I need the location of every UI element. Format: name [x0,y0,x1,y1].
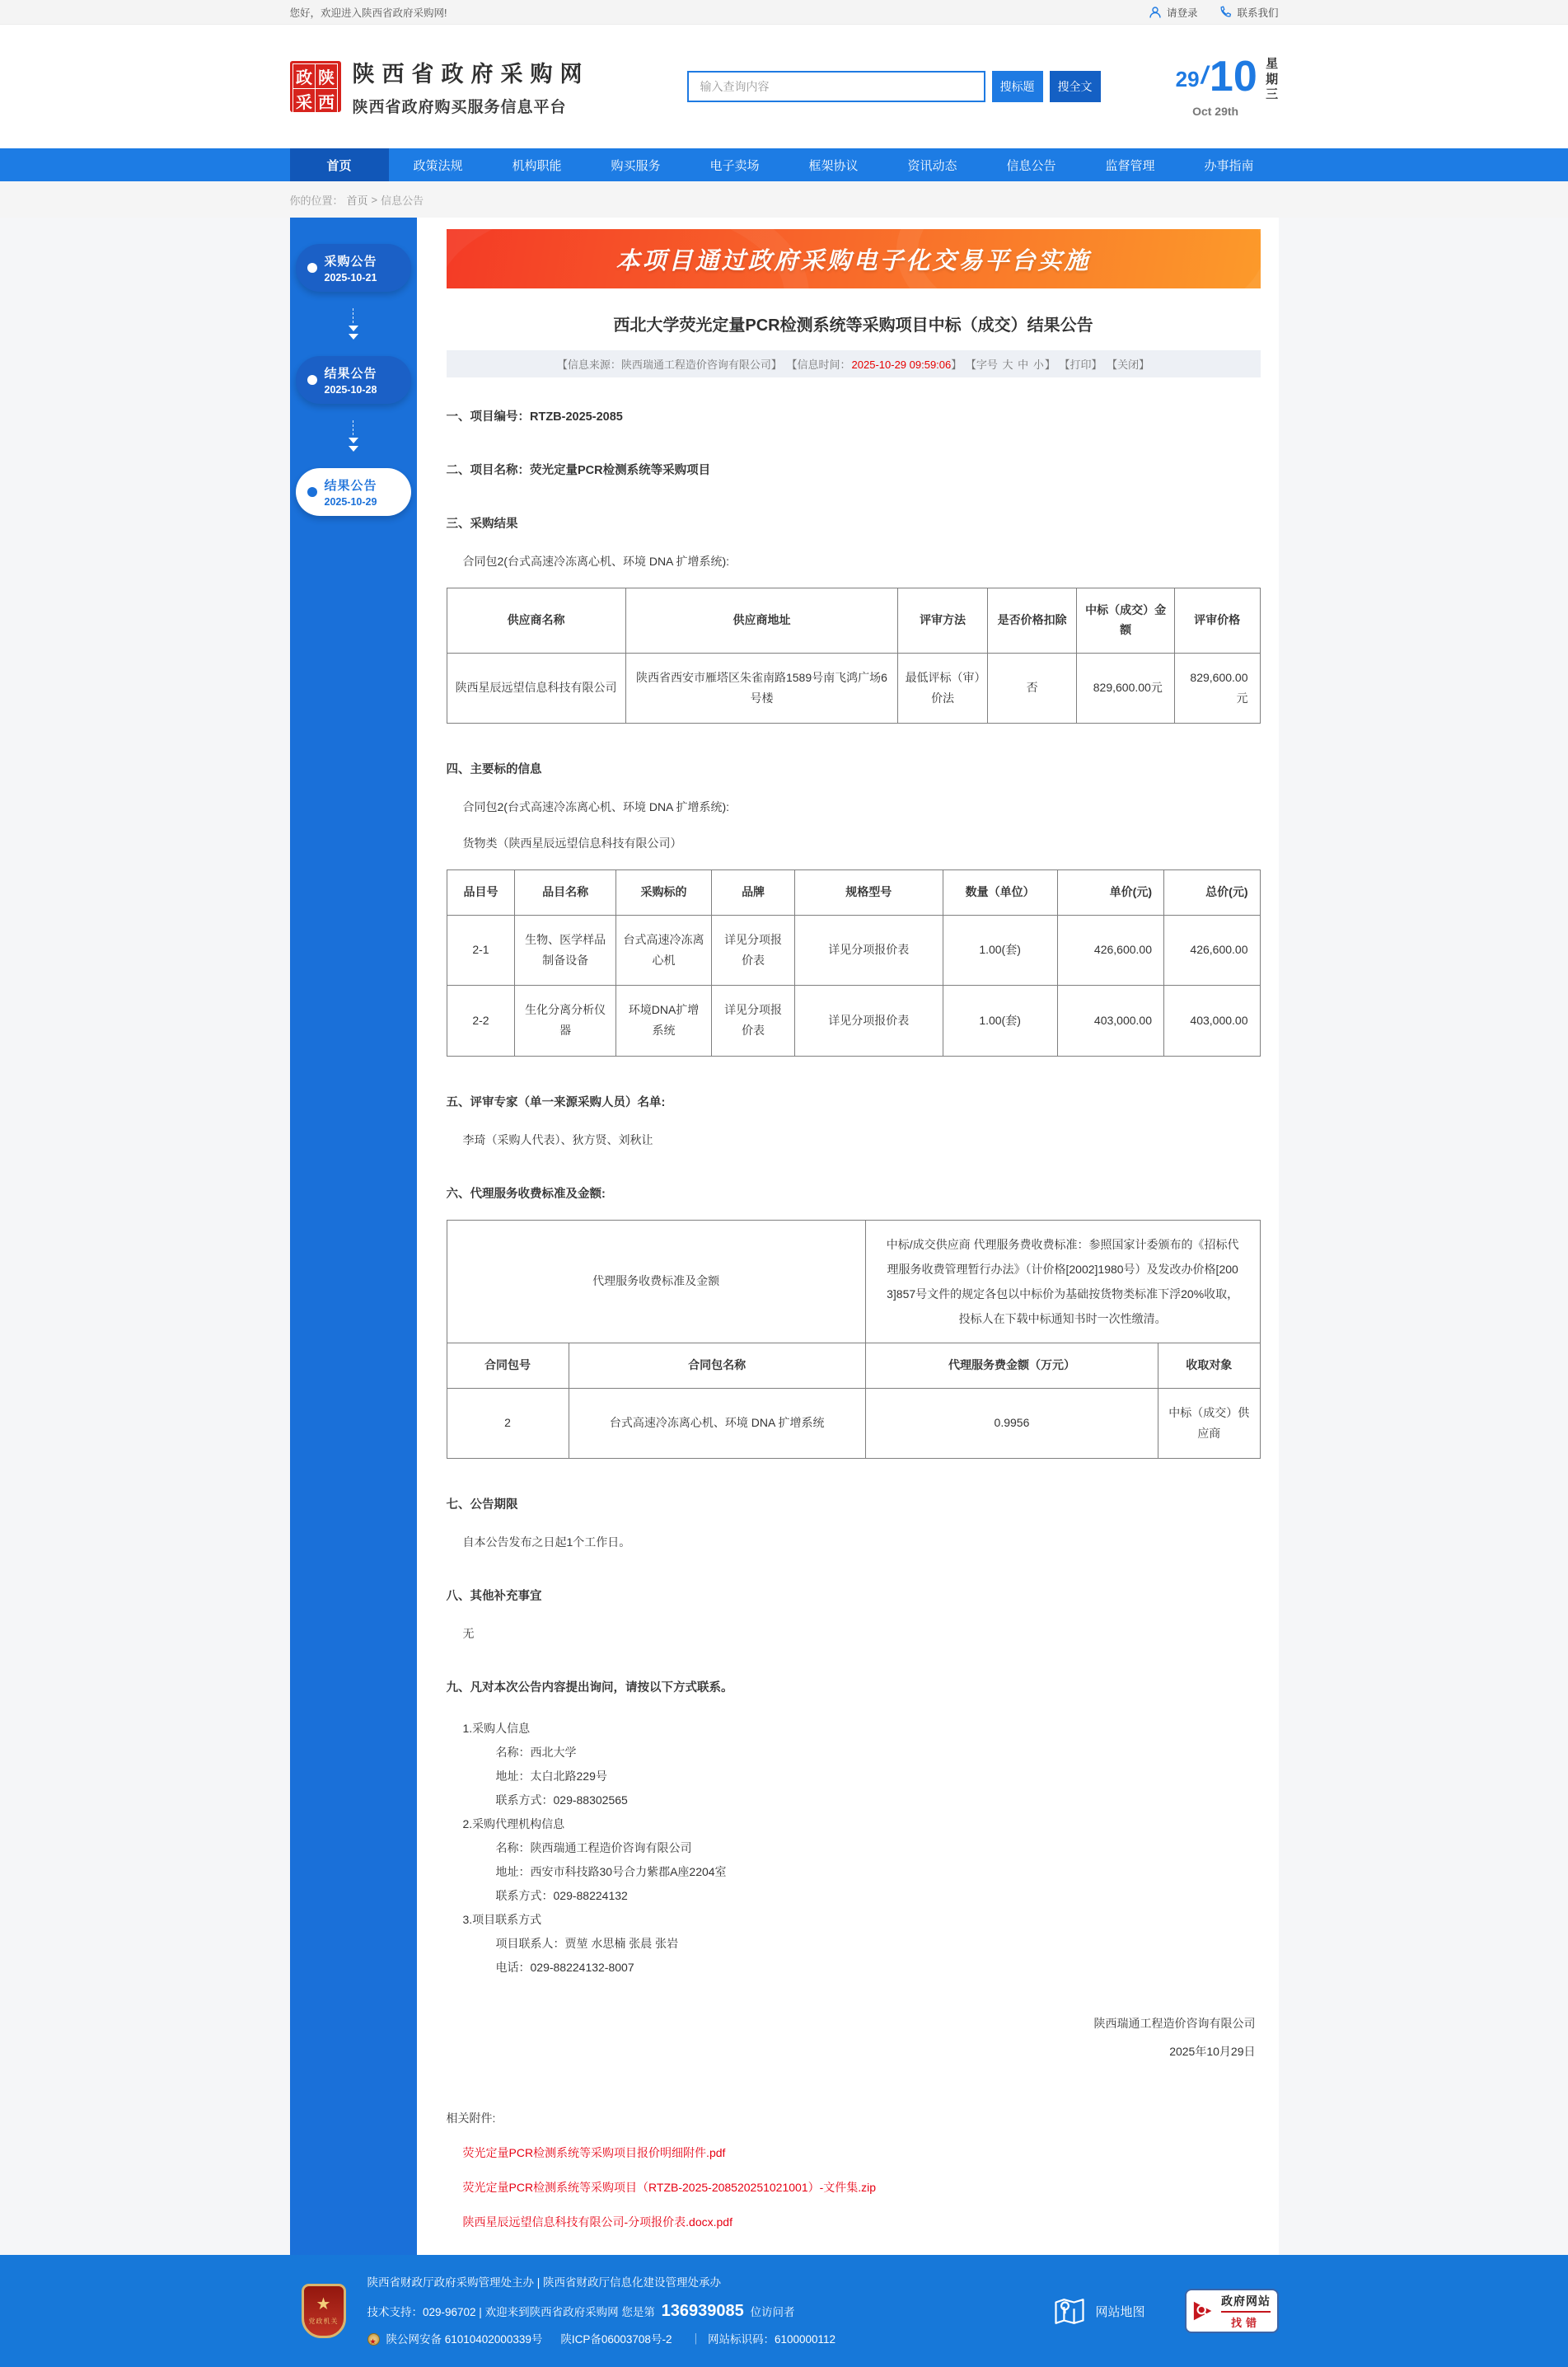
logo-char: 采 [293,88,316,114]
table-row [447,1388,1260,1458]
section-project-number: 一、项目编号：RTZB-2025-2085 [446,410,623,424]
meta-source: 【信息来源：陕西瑞通工程造价咨询有限公司】 [556,359,782,371]
page-title: 西北大学荧光定量PCR检测系统等采购项目中标（成交）结果公告 [613,316,1093,335]
icp-filing-number: 陕ICP备06003708号-2 [560,2332,672,2346]
result-table [447,588,1261,724]
main-nav [0,148,1568,181]
section-project-name: 二、项目名称：荧光定量PCR检测系统等采购项目 [446,464,711,477]
platform-banner [447,229,1261,288]
breadcrumb-separator: > [371,193,378,206]
section-main-subject-info: 四、主要标的信息 [446,762,542,776]
table-header-row [447,588,1260,654]
footer-support-line [367,2294,836,2328]
timeline-item-title: 采购公告 [324,255,377,269]
breadcrumb-bar [0,181,1568,218]
fontsize-medium-button[interactable]: 中 [1018,359,1029,371]
flow-arrow-icon [290,308,417,340]
cell-item-name: 生化分离分析仪器 [515,986,615,1056]
cell-package-no: 2 [447,1388,569,1458]
section-other-matters: 八、其他补充事宜 [446,1590,542,1604]
timeline-item-date: 2025-10-28 [324,384,377,396]
search-title-button[interactable]: 搜标题 [992,71,1043,102]
timeline-dot [307,487,317,497]
contact-info [447,1717,1261,1980]
date-slash: / [1201,61,1208,89]
announcement-timeline-sidebar [290,218,417,2255]
attachments [447,2110,1261,2230]
agency-fee-table [447,1220,1261,1460]
header-cell: 评审方法 [898,588,988,654]
site-name: 陕西省政府采购网 [352,62,590,87]
fontsize-large-button[interactable]: 大 [1002,359,1013,371]
top-utility-bar [0,0,1568,25]
cell-supplier-address: 陕西省西安市雁塔区朱雀南路1589号南飞鸿广场6号楼 [625,653,898,723]
table-row [447,986,1260,1056]
header-cell: 单价(元) [1057,869,1163,915]
breadcrumb-home-link[interactable]: 首页 [346,194,368,207]
close-button[interactable]: 【关闭】 [1107,359,1150,371]
footer-registration-line [367,2328,836,2351]
logo-char: 陕 [315,63,339,89]
signature-company: 陕西瑞通工程造价咨询有限公司 [1093,2017,1256,2031]
badge-gov-site-label: 政府网站 [1221,2293,1271,2313]
header-cell: 总价(元) [1163,869,1260,915]
cell-award-amount: 829,600.00元 [1077,653,1174,723]
public-security-badge-icon [367,2333,380,2346]
user-icon [1149,6,1162,19]
section-procurement-result: 三、采购结果 [446,518,518,531]
header-cell: 供应商地址 [625,588,898,654]
nav-item-policies[interactable]: 政策法规 [413,158,463,173]
table-header-row [447,1343,1260,1388]
footer-support-prefix: 技术支持：029-96702 | 欢迎来到陕西省政府采购网 您是第 [367,2305,655,2318]
nav-item-news[interactable]: 资讯动态 [907,158,957,173]
timeline-item-result-notice-2-active[interactable] [296,468,411,516]
agency-name: 名称：陕西瑞通工程造价咨询有限公司 [495,1841,692,1855]
timeline-item-date: 2025-10-29 [324,496,377,508]
attachment-link-itemized-quote-pdf[interactable]: 陕西星辰远望信息科技有限公司-分项报价表.docx.pdf [462,2215,733,2229]
header-cell: 收取对象 [1158,1343,1260,1388]
cell-review-method: 最低评标（审）价法 [898,653,988,723]
package-note: 合同包2(台式高速冷冻离心机、环境 DNA 扩增系统): [462,799,730,813]
nav-item-framework-agreement[interactable]: 框架协议 [808,158,859,173]
map-icon [1054,2298,1085,2325]
meta-time-suffix: 】 [951,359,962,371]
header-cell: 采购标的 [615,869,711,915]
header-cell: 数量（单位） [943,869,1057,915]
article-meta-bar [447,350,1261,377]
section-notice-period: 七、公告期限 [446,1498,518,1512]
cell-price-deduction: 否 [987,653,1077,723]
cell-brand: 详见分项报价表 [712,986,795,1056]
timeline-item-result-notice-1[interactable] [296,356,411,404]
notice-period-text: 自本公告发布之日起1个工作日。 [462,1535,631,1549]
cell-item-no: 2-1 [447,915,515,985]
timeline-item-title: 结果公告 [324,479,377,493]
cell-unit-price: 426,600.00 [1057,915,1163,985]
search-bar [687,71,1101,102]
cell-spec: 详见分项报价表 [794,915,943,985]
date-month: 10 [1209,52,1257,101]
nav-item-functions[interactable]: 机构职能 [512,158,562,173]
footer-support-suffix: 位访问者 [750,2305,795,2318]
meta-fontsize-suffix: 】 [1044,359,1055,371]
site-identification-code: 网站标识码：6100000112 [707,2332,836,2346]
cell-agency-fee-label: 代理服务收费标准及金额 [447,1220,865,1343]
purchaser-phone: 联系方式：029-88302565 [495,1793,628,1807]
table-row [447,653,1260,723]
footer-text [367,2271,836,2351]
site-footer [0,2255,1568,2367]
party-government-emblem-icon [302,2284,346,2338]
header-cell: 评审价格 [1174,588,1260,654]
cell-brand: 详见分项报价表 [712,915,795,985]
fontsize-small-button[interactable]: 小 [1032,359,1044,371]
cell-total-price: 403,000.00 [1163,986,1260,1056]
login-link[interactable] [1149,5,1198,20]
visitor-count: 136939085 [661,2301,744,2320]
nav-item-e-mall[interactable]: 电子卖场 [709,158,760,173]
attachment-link-quote-detail-pdf[interactable]: 荧光定量PCR检测系统等采购项目报价明细附件.pdf [462,2146,726,2160]
cell-quantity: 1.00(套) [943,986,1057,1056]
goods-note: 货物类（陕西星辰远望信息科技有限公司） [462,836,682,850]
badge-find-error-label: 找错 [1230,2316,1261,2329]
header-cell: 品目名称 [515,869,615,915]
purchaser-info-title: 1.采购人信息 [462,1722,531,1736]
emblem-star: ★ [316,2295,331,2314]
banner-text: 本项目通过政府采购电子化交易平台实施 [615,247,1091,274]
cell-quantity: 1.00(套) [943,915,1057,985]
cell-fee-payer: 中标（成交）供应商 [1158,1388,1260,1458]
cell-item-no: 2-2 [447,986,515,1056]
breadcrumb-current: 信息公告 [381,194,424,207]
cell-supplier-name: 陕西星辰远望信息科技有限公司 [447,653,625,723]
meta-time-prefix: 【信息时间： [786,359,851,371]
section-agency-fee: 六、代理服务收费标准及金额: [446,1187,606,1201]
logo-char: 西 [315,88,339,114]
cell-agency-fee-standard: 中标/成交供应商 代理服务费收费标准：参照国家计委颁布的《招标代理服务收费管理暂行办法》（计价格[2002]1980号）及发改办价格[2003]857号文件的规定各包以中标价为基础按货物类标准下浮20%收取，投标人在下载中标通知书时一次性缴清。 [865,1220,1260,1343]
project-contact-persons: 项目联系人：贾堃 水思楠 张晨 张岩 [495,1937,679,1951]
table-row [447,915,1260,985]
agency-info-title: 2.采购代理机构信息 [462,1817,565,1831]
purchaser-name: 名称：西北大学 [495,1746,577,1760]
nav-item-home[interactable]: 首页 [290,148,389,181]
attachments-label: 相关附件: [446,2112,496,2126]
header-cell: 供应商名称 [447,588,625,654]
agency-address: 地址：西安市科技路30号合力紫郡A座2204室 [495,1865,727,1879]
timeline-item-date: 2025-10-21 [324,272,377,284]
search-fulltext-button[interactable]: 搜全文 [1050,71,1101,102]
timeline-item-purchase-notice[interactable] [296,244,411,292]
attachment-link-file-set-zip[interactable]: 荧光定量PCR检测系统等采购项目（RTZB-2025-208520251021001）-文件集.zip [462,2181,877,2195]
header-cell: 规格型号 [794,869,943,915]
project-contact-title: 3.项目联系方式 [462,1913,542,1927]
header-cell: 合同包号 [447,1343,569,1388]
brand [290,56,590,117]
header-cell: 合同包名称 [569,1343,865,1388]
sitemap-label: 网站地图 [1095,2304,1145,2319]
cell-subject: 台式高速冷冻离心机 [615,915,711,985]
main-area [0,218,1568,2255]
phone-icon [1219,6,1232,19]
security-filing-number: 陕公网安备 61010402000339号 [386,2332,543,2346]
site-subtitle: 陕西省政府购买服务信息平台 [352,99,567,116]
timeline-item-title: 结果公告 [324,367,377,381]
meta-time-value: 2025-10-29 09:59:06 [851,359,952,371]
site-header [0,25,1568,148]
footer-separator: ｜ [690,2332,701,2346]
cell-spec: 详见分项报价表 [794,986,943,1056]
gov-site-error-report-badge[interactable] [1185,2289,1279,2333]
contact-us-label: 联系我们 [1237,7,1279,19]
footer-organizer-line: 陕西省财政厅政府采购管理处主办 | 陕西省财政厅信息化建设管理处承办 [367,2276,722,2289]
cell-package-name: 台式高速冷冻离心机、环境 DNA 扩增系统 [569,1388,865,1458]
date-widget [1175,52,1279,119]
header-cell: 品目号 [447,869,515,915]
search-input[interactable] [687,71,985,102]
section-experts: 五、评审专家（单一来源采购人员）名单: [446,1095,666,1109]
header-cell: 品牌 [712,869,795,915]
table-row [447,1220,1260,1343]
breadcrumb-label: 你的位置： [289,194,344,207]
signature-block [447,2009,1261,2065]
timeline-dot [307,263,317,273]
meta-fontsize-label: 【字号 [965,359,998,371]
login-label: 请登录 [1166,7,1198,19]
purchaser-address: 地址：太白北路229号 [495,1769,607,1783]
announcement-article [417,218,1279,2255]
logo-char: 政 [293,63,316,89]
welcome-text: 您好，欢迎进入陕西省政府采购网! [289,7,447,19]
date-day: 29 [1175,66,1200,91]
print-button[interactable]: 【打印】 [1059,359,1102,371]
table-header-row [447,869,1260,915]
site-logo [290,61,341,112]
header-cell: 中标（成交）金额 [1077,588,1174,654]
experts-list: 李琦（采购人代表）、狄方贤、刘秋让 [462,1132,653,1146]
cell-unit-price: 403,000.00 [1057,986,1163,1056]
items-table [447,869,1261,1057]
flow-arrow-icon [290,420,417,452]
cell-subject: 环境DNA扩增系统 [615,986,711,1056]
signature-date: 2025年10月29日 [1169,2045,1256,2059]
agency-phone: 联系方式：029-88224132 [495,1889,628,1903]
error-report-flag-icon [1192,2299,1215,2322]
package-note: 合同包2(台式高速冷冻离心机、环境 DNA 扩增系统): [462,555,730,568]
sitemap-link[interactable] [1054,2298,1144,2325]
contact-us-link[interactable] [1219,5,1278,20]
cell-total-price: 426,600.00 [1163,915,1260,985]
emblem-label: 党政机关 [308,2318,339,2326]
cell-fee-amount: 0.9956 [865,1388,1158,1458]
nav-item-announcements[interactable]: 信息公告 [1006,158,1056,173]
nav-item-guide[interactable]: 办事指南 [1204,158,1254,173]
project-contact-phone: 电话：029-88224132-8007 [495,1961,634,1975]
date-weekday: 星期三 [1266,56,1279,102]
header-cell: 是否价格扣除 [987,588,1077,654]
cell-item-name: 生物、医学样品制备设备 [515,915,615,985]
date-english: Oct 29th [1192,105,1239,119]
nav-item-supervision[interactable]: 监督管理 [1105,158,1155,173]
nav-item-purchase-services[interactable]: 购买服务 [611,158,661,173]
cell-review-price: 829,600.00元 [1174,653,1260,723]
other-matters-text: 无 [462,1627,475,1641]
timeline-dot [307,375,317,385]
header-cell: 代理服务费金额（万元） [865,1343,1158,1388]
section-inquiries: 九、凡对本次公告内容提出询问，请按以下方式联系。 [446,1681,733,1695]
